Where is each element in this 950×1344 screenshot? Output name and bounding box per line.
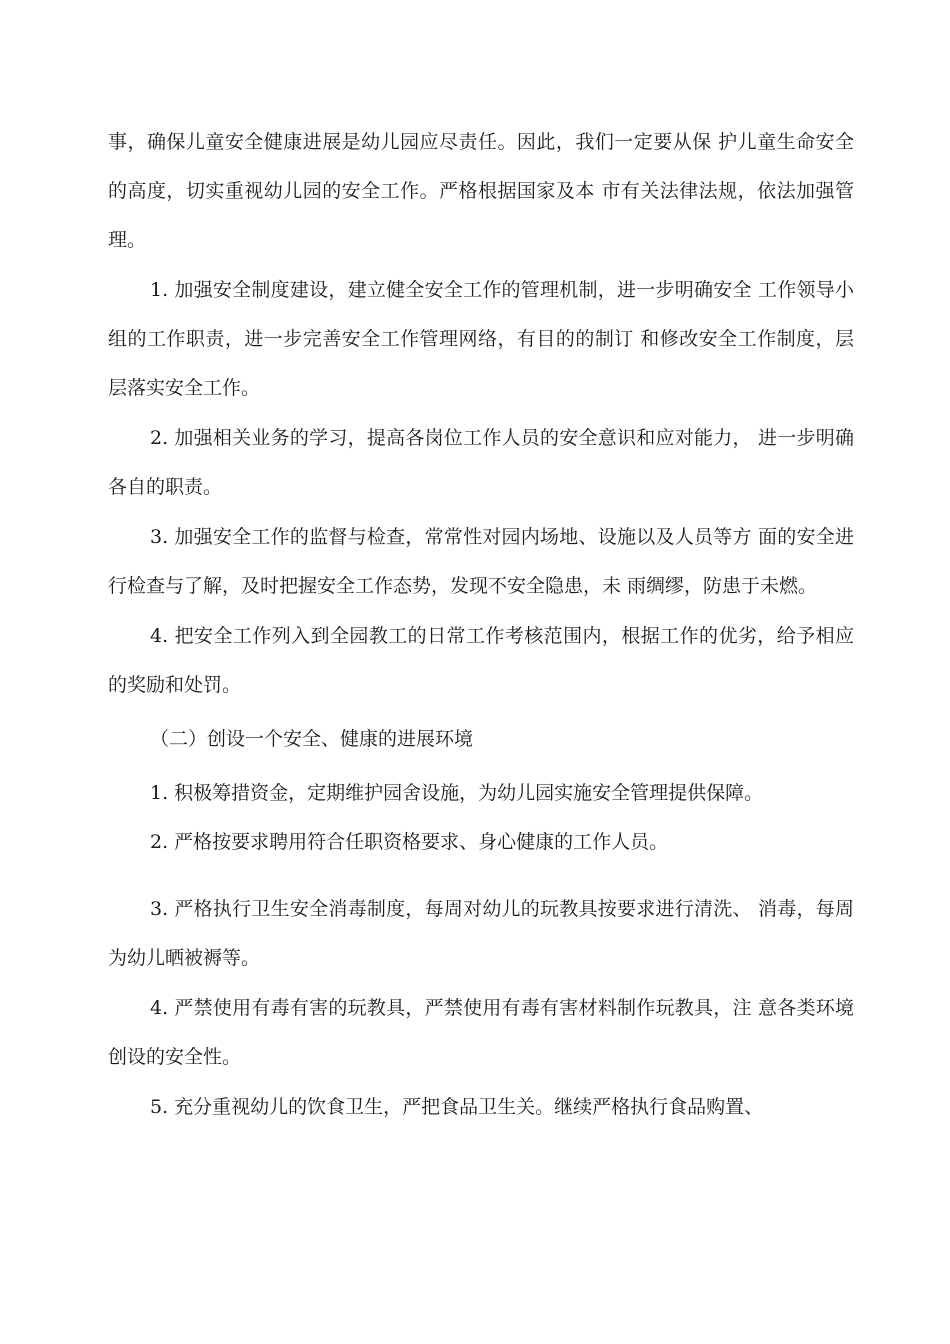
paragraph-item-1: 1. 加强安全制度建设，建立健全安全工作的管理机制，进一步明确安全 工作领导小组的工作职责，进一步完善安全工作管理网络，有目的的制订 和修改安全工作制度，层层落实安全工作。 bbox=[108, 279, 854, 399]
document-body bbox=[108, 118, 854, 1132]
paragraph-env-item-4: 4. 严禁使用有毒有害的玩教具，严禁使用有毒有害材料制作玩教具，注 意各类环境创设的安全性。 bbox=[108, 997, 854, 1068]
paragraph-env-item-3: 3. 严格执行卫生安全消毒制度，每周对幼儿的玩教具按要求进行清洗、 消毒，每周为幼儿晒被褥等。 bbox=[108, 898, 854, 969]
paragraph-item-2: 2. 加强相关业务的学习，提高各岗位工作人员的安全意识和应对能力， 进一步明确各自的职责。 bbox=[108, 427, 854, 498]
paragraph-item-4: 4. 把安全工作列入到全园教工的日常工作考核范围内，根据工作的优劣，给予相应的奖励和处罚。 bbox=[108, 625, 854, 696]
paragraph-item-3: 3. 加强安全工作的监督与检查，常常性对园内场地、设施以及人员等方 面的安全进行检查与了解，及时把握安全工作态势，发现不安全隐患，未 雨绸缪，防患于未燃。 bbox=[108, 526, 854, 597]
paragraph-env-item-1: 1. 积极筹措资金，定期维护园舍设施，为幼儿园实施安全管理提供保障。 bbox=[150, 782, 764, 804]
section-heading-2: （二）创设一个安全、健康的进展环境 bbox=[150, 728, 474, 750]
paragraph-intro-continuation: 事，确保儿童安全健康进展是幼儿园应尽责任。因此，我们一定要从保 护儿童生命安全的高度，切实重视幼儿园的安全工作。严格根据国家及本 市有关法律法规，依法加强管理。 bbox=[108, 131, 854, 251]
paragraph-env-item-5: 5. 充分重视幼儿的饮食卫生，严把食品卫生关。继续严格执行食品购置、 bbox=[150, 1096, 764, 1118]
paragraph-env-item-2: 2. 严格按要求聘用符合任职资格要求、身心健康的工作人员。 bbox=[150, 831, 669, 853]
